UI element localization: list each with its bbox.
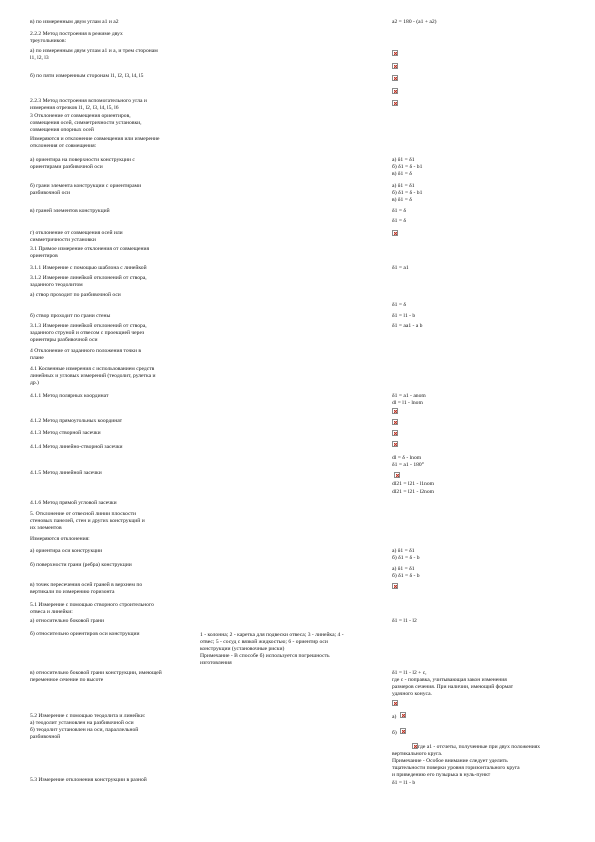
right-line: где a1 - отсчеты, полученные при двух положениях — [418, 744, 541, 750]
left-line: 4.1.6 Метод прямой угловой засечки — [30, 500, 117, 506]
right-line: δ1 = δ — [392, 208, 407, 214]
left-line: а) створ проходит по разбивочной оси — [30, 292, 121, 298]
right-line: a2 = 180 - (a1 + a2) — [392, 19, 437, 25]
left-line: ориентиры разбивочной оси — [30, 337, 98, 343]
left-line: 3.1.2 Измерение линейкой отклонений от створа, — [30, 275, 147, 281]
right-line: а) δ1 = δ1 — [392, 566, 415, 572]
image-placeholder-icon — [392, 63, 398, 69]
right-line: тщательности поверки уровня горизонтального круга — [392, 765, 520, 771]
right-line: δ1 = δ — [392, 218, 407, 224]
left-line: в) граней элементов конструкций — [30, 208, 110, 214]
image-placeholder-icon — [392, 230, 398, 236]
left-line: ориентирами разбивочной оси — [30, 164, 103, 170]
left-line: а) относительно боковой грани — [30, 618, 105, 624]
right-line: б) — [392, 730, 397, 736]
left-line: 3.1.1 Измерение с помощью шаблона с линейкой — [30, 265, 147, 271]
middle-line: 1 - колонна; 2 - каретка для подвески отвеса; 3 - линейка; 4 - — [200, 632, 344, 638]
middle-line: отвес; 5 - сосуд с вязкой жидкостью; 6 - ориентир оси — [200, 639, 328, 645]
left-line: 4 Отклонение от заданного положения точки в — [30, 348, 142, 354]
left-line: совмещения опорных осей — [30, 127, 94, 133]
right-line: в) δ1 = δ — [392, 171, 412, 177]
left-line: а) по измеренным двум углам a1 и a, и трем сторонам — [30, 48, 158, 54]
left-line: плане — [30, 355, 44, 361]
left-line: отклонения от совмещения: — [30, 143, 97, 149]
image-placeholder-icon — [392, 583, 398, 589]
left-line: линейных и угловых измерений (теодолит, рулетка и — [30, 373, 156, 379]
right-line: где c - поправка, учитывающая закон изменения — [392, 677, 507, 683]
left-line: б) створ проходит по грани стены — [30, 313, 111, 319]
image-placeholder-icon — [392, 50, 398, 56]
right-line: Примечание - Особое внимание следует уделить — [392, 758, 508, 764]
right-line: а) δ1 = δ1 — [392, 183, 415, 189]
left-line: 2.2.2 Метод построения в режиме двух — [30, 31, 123, 37]
left-line: 3.1.3 Измерение линейкой отклонений от створа, — [30, 323, 147, 329]
right-line: dl21 = l21 - l1nom — [392, 481, 434, 487]
left-line: др.) — [30, 380, 39, 386]
image-placeholder-icon — [392, 88, 398, 94]
image-placeholder-icon — [392, 100, 398, 106]
left-line: 3.1 Прямое измерение отклонения от совмещения — [30, 246, 150, 252]
left-line: измерения отрезков l1, l2, l3, l4, l5, l6 — [30, 105, 119, 111]
right-line: dl21 = l21 - l2nom — [392, 489, 434, 495]
middle-line: изготовления — [200, 660, 232, 666]
left-line: стеновых панелей, стен и других конструкций и — [30, 518, 145, 524]
left-line: 4.1 Косвенные измерения с использованием средств — [30, 366, 155, 372]
right-line: а) δ1 = δ1 — [392, 157, 415, 163]
right-line: а) δ1 = δ1 — [392, 548, 415, 554]
right-line: б) δ1 = δ - b1 — [392, 164, 423, 170]
left-line: треугольников: — [30, 38, 67, 44]
left-line: в) относительно боковой грани конструкции, имеющей — [30, 670, 162, 676]
left-line: г) отклонение от совмещения осей или — [30, 230, 123, 236]
left-line: а) ориентира оси конструкции — [30, 548, 103, 554]
left-line: l1, l2, l3 — [30, 55, 49, 61]
right-line: а) — [392, 714, 397, 720]
left-line: а) теодолит установлен на разбивочной оси — [30, 720, 134, 726]
middle-line: Примечание - В способе б) используется погрешность — [200, 653, 330, 659]
left-line: Измеряются и отклонение совмещения или измерение — [30, 136, 160, 142]
left-line: 2.2.3 Метод построения вспомогательного угла и — [30, 98, 147, 104]
right-line: б) δ1 = δ - b1 — [392, 190, 423, 196]
left-line: б) по пяти измеренным сторонам l1, l2, l3, l4, l5 — [30, 73, 144, 79]
left-line: симметричности установки — [30, 237, 96, 243]
middle-line: конструкции (установочные риски) — [200, 646, 285, 652]
left-line: заданного струной и отвесом с проекцией через — [30, 330, 145, 336]
image-placeholder-icon — [392, 75, 398, 81]
left-line: 4.1.1 Метод полярных координат — [30, 393, 109, 399]
right-line: dl = l1 - lnom — [392, 400, 423, 406]
right-line: dl = δ - lnom — [392, 455, 422, 461]
image-placeholder-icon — [392, 419, 398, 425]
left-line: совмещения осей, симметричности установки, — [30, 120, 142, 126]
left-line: 3 Отклонение от совмещения ориентиров, — [30, 113, 131, 119]
right-line: δ1 = l1 - l2 + c, — [392, 670, 427, 676]
image-placeholder-icon — [400, 712, 406, 718]
right-line: и приведению его пузырька в нуль-пункт — [392, 772, 491, 778]
left-line: а) ориентира на поверхности конструкции с — [30, 157, 135, 163]
left-line: 4.1.4 Метод линейно-створной засечки — [30, 444, 123, 450]
left-line: б) относительно ориентиров оси конструкции — [30, 631, 140, 637]
left-line: б) теодолит установлен на оси, параллельной — [30, 727, 139, 733]
left-line: б) поверхности грани (ребра) конструкции — [30, 562, 132, 568]
left-line: переменное сечение по высоте — [30, 677, 104, 683]
left-line: в) точек пересечения осей граней в верхнем по — [30, 582, 143, 588]
right-line: δ1 = δ — [392, 302, 407, 308]
left-line: б) грани элемента конструкции с ориентирами — [30, 183, 142, 189]
left-line: 5. Отклонение от отвесной линии плоскости — [30, 511, 137, 517]
left-line: 5.3 Измерение отклонения конструкции в разной — [30, 777, 147, 783]
image-placeholder-icon — [394, 472, 400, 478]
right-line: δ1 = a1 - 180° — [392, 462, 424, 468]
left-line: заданного теодолитом — [30, 282, 83, 288]
image-placeholder-icon — [392, 441, 398, 447]
right-line: б) δ1 = δ - b — [392, 573, 420, 579]
left-line: отвеса и линейки: — [30, 609, 73, 615]
right-line: δ1 = a1 — [392, 265, 409, 271]
image-placeholder-icon — [392, 700, 398, 706]
left-line: 5.2 Измерение с помощью теодолита и линейки: — [30, 713, 146, 719]
left-line: ориентиров — [30, 253, 58, 259]
right-line: вертикального круга. — [392, 751, 443, 757]
right-line: δ1 = l1 - b — [392, 313, 416, 319]
image-placeholder-icon — [400, 728, 406, 734]
image-placeholder-icon — [392, 408, 398, 414]
left-line: 4.1.3 Метод створной засечки — [30, 430, 101, 436]
left-line: их элементов — [30, 525, 62, 531]
right-line: δ1 = l1 - b — [392, 780, 416, 786]
image-placeholder-icon — [392, 430, 398, 436]
left-line: вертикали по измерению горизонта — [30, 589, 115, 595]
left-line: в) по измеренным двум углам a1 и a2 — [30, 19, 119, 25]
left-line: 4.1.2 Метод прямоугольных координат — [30, 418, 123, 424]
right-line: δ1 = l1 - l2 — [392, 618, 417, 624]
right-line: в) δ1 = δ — [392, 197, 412, 203]
left-line: Измеряются отклонения: — [30, 536, 90, 542]
right-line: δ1 = aa1 - a b — [392, 323, 423, 329]
right-line: б) δ1 = δ - b — [392, 555, 420, 561]
left-line: разбивочной — [30, 734, 61, 740]
right-line: удачного конуса. — [392, 691, 432, 697]
left-line: разбивочной оси — [30, 190, 70, 196]
right-line: δ1 = a1 - anom — [392, 393, 426, 399]
left-line: 4.1.5 Метод линейной засечки — [30, 470, 102, 476]
left-line: 5.1 Измерение с помощью створного строительного — [30, 602, 154, 608]
right-line: размеров сечения. При наличии, имеющий формат — [392, 684, 514, 690]
